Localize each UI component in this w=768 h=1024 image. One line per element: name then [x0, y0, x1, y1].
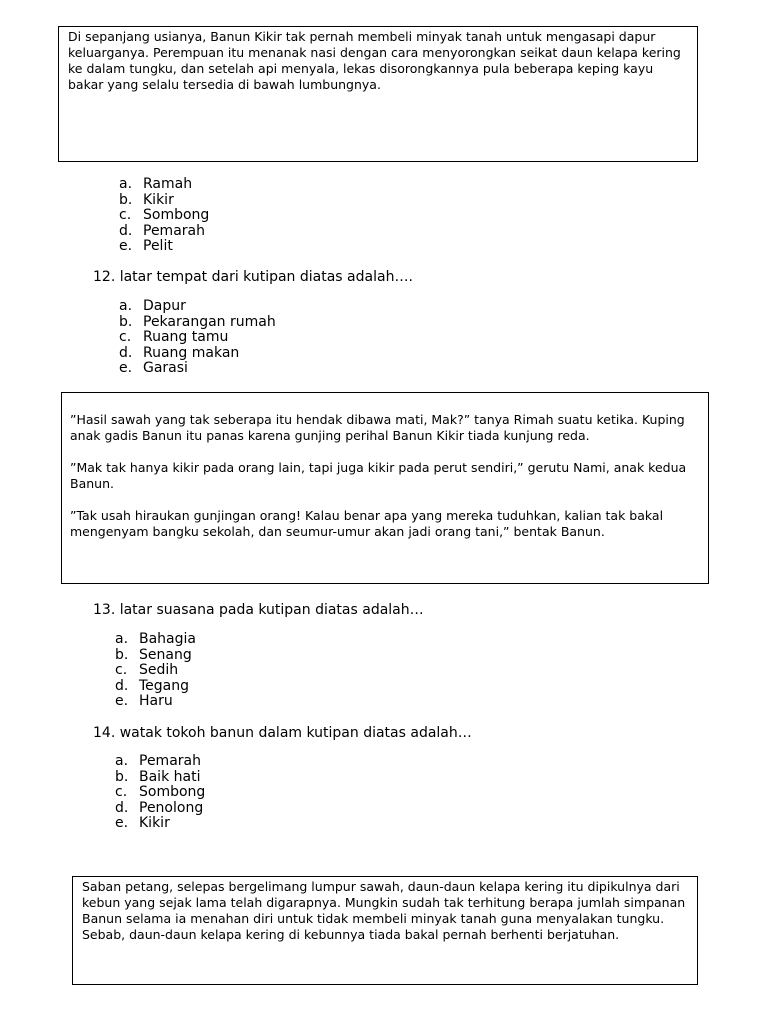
- option-letter: c.: [119, 207, 132, 224]
- option-letter: e.: [119, 238, 133, 255]
- option-text: Pelit: [143, 238, 173, 255]
- option-item: [115, 648, 196, 664]
- option-text: Bahagia: [139, 631, 196, 647]
- option-text: Tegang: [139, 677, 190, 694]
- option-item: [119, 315, 276, 331]
- option-item: [119, 239, 209, 255]
- option-letter: e.: [119, 360, 133, 377]
- option-item: [115, 632, 196, 648]
- option-item: [119, 177, 209, 193]
- option-item: [115, 770, 205, 786]
- option-text: Ruang tamu: [143, 329, 229, 346]
- option-text: Kikir: [139, 815, 170, 832]
- option-text: Sedih: [139, 662, 179, 679]
- option-text: Sombong: [139, 784, 206, 801]
- option-item: [119, 361, 276, 377]
- option-item: [119, 330, 276, 346]
- option-item: [115, 694, 196, 710]
- option-letter: a.: [119, 176, 133, 192]
- option-letter: a.: [119, 298, 133, 314]
- option-letter: e.: [115, 693, 129, 710]
- question-13: 13. latar suasana pada kutipan diatas adalah…: [93, 602, 424, 618]
- option-item: [115, 754, 205, 770]
- option-item: [119, 224, 209, 240]
- option-letter: b.: [115, 768, 129, 785]
- option-letter: d.: [119, 344, 133, 361]
- option-item: [115, 785, 205, 801]
- passage-box-2: [61, 392, 709, 584]
- option-item: [119, 208, 209, 224]
- option-item: [115, 801, 205, 817]
- option-text: Haru: [139, 693, 173, 710]
- option-item: [115, 816, 205, 832]
- option-letter: c.: [119, 329, 132, 346]
- option-letter: c.: [115, 662, 128, 679]
- option-item: [119, 193, 209, 209]
- passage-box-3: [72, 876, 698, 985]
- passage-3-text: Saban petang, selepas bergelimang lumpur sawah, daun-daun kelapa kering itu dipikulnya dari kebun yang sejak lama telah digarapnya. Mungkin sudah tak terhitung berapa jumlah simpanan Banun selama ia menahan diri untuk tidak membeli minyak tanah guna menyalakan tungku. Sebab, daun-daun kelapa kering di kebunnya tiada bakal pernah berhenti berjatuhan.: [82, 879, 686, 942]
- option-text: Kikir: [143, 191, 174, 208]
- option-letter: c.: [115, 784, 128, 801]
- option-text: Senang: [139, 646, 192, 663]
- question-12-options: [119, 299, 276, 377]
- option-letter: a.: [115, 753, 129, 769]
- option-letter: d.: [119, 222, 133, 239]
- question-11-options: [119, 177, 209, 255]
- option-text: Penolong: [139, 799, 204, 816]
- question-12: 12. latar tempat dari kutipan diatas adalah….: [93, 269, 413, 285]
- option-text: Pemarah: [143, 222, 205, 239]
- option-letter: b.: [119, 191, 133, 208]
- option-text: Pemarah: [139, 753, 201, 769]
- option-letter: d.: [115, 677, 129, 694]
- passage-2-paragraph-2: ”Mak tak hanya kikir pada orang lain, tapi juga kikir pada perut sendiri,” gerutu Nami, anak kedua Banun.: [70, 460, 687, 491]
- passage-2-paragraph-1: ”Hasil sawah yang tak seberapa itu hendak dibawa mati, Mak?” tanya Rimah suatu ketika. Kuping anak gadis Banun itu panas karena gunjing perihal Banun Kikir tiada kunjung reda.: [70, 412, 685, 443]
- option-text: Sombong: [143, 207, 210, 224]
- option-text: Dapur: [143, 298, 186, 314]
- option-item: [119, 346, 276, 362]
- option-item: [115, 679, 196, 695]
- option-letter: b.: [115, 646, 129, 663]
- option-text: Pekarangan rumah: [143, 313, 276, 330]
- option-text: Baik hati: [139, 768, 201, 785]
- passage-2-paragraph-3: ”Tak usah hiraukan gunjingan orang! Kalau benar apa yang mereka tuduhkan, kalian tak bakal mengenyam bangku sekolah, dan seumur-umur akan jadi orang tani,” bentak Banun.: [70, 508, 664, 539]
- option-item: [119, 299, 276, 315]
- option-item: [115, 663, 196, 679]
- question-14: 14. watak tokoh banun dalam kutipan diatas adalah…: [93, 725, 472, 741]
- option-letter: e.: [115, 815, 129, 832]
- option-text: Garasi: [143, 360, 188, 377]
- option-letter: b.: [119, 313, 133, 330]
- option-text: Ramah: [143, 176, 193, 192]
- passage-1-text: Di sepanjang usianya, Banun Kikir tak pernah membeli minyak tanah untuk mengasapi dapur keluarganya. Perempuan itu menanak nasi dengan cara menyorongkan seikat daun kelapa kering ke dalam tungku, dan setelah api menyala, lekas disorongkannya pula beberapa keping kayu bakar yang selalu tersedia di bawah lumbungnya.: [68, 29, 681, 92]
- question-14-options: [115, 754, 205, 832]
- option-text: Ruang makan: [143, 344, 240, 361]
- passage-box-1: [58, 26, 698, 162]
- question-13-options: [115, 632, 196, 710]
- option-letter: a.: [115, 631, 129, 647]
- option-letter: d.: [115, 799, 129, 816]
